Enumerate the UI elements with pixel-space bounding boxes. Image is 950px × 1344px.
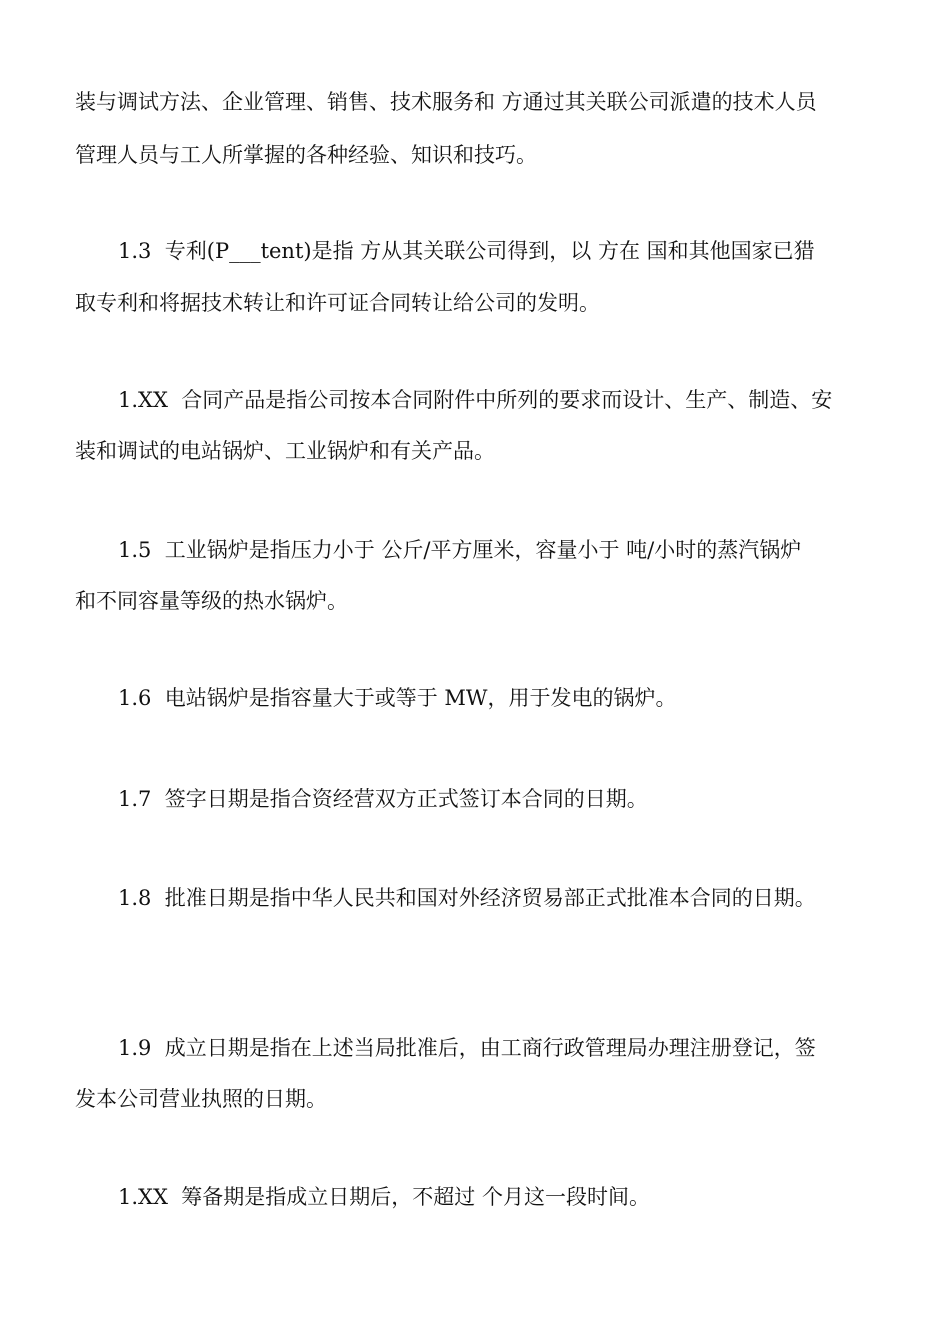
text-line: 1.9 成立日期是指在上述当局批准后，由工商行政管理局办理注册登记，签 <box>118 1036 816 1060</box>
text-line: 装和调试的电站锅炉、工业锅炉和有关产品。 <box>75 439 495 463</box>
text-line: 发本公司营业执照的日期。 <box>75 1087 327 1111</box>
text-line: 1.8 批准日期是指中华人民共和国对外经济贸易部正式批准本合同的日期。 <box>118 886 816 910</box>
text-line: 1.XX 筹备期是指成立日期后，不超过 个月这一段时间。 <box>118 1185 650 1209</box>
text-line: 1.6 电站锅炉是指容量大于或等于 MW，用于发电的锅炉。 <box>118 686 677 710</box>
text-line: 1.3 专利(P___tent)是指 方从其关联公司得到，以 方在 国和其他国家已猎 <box>118 239 815 263</box>
text-line: 装与调试方法、企业管理、销售、技术服务和 方通过其关联公司派遣的技术人员 <box>75 90 817 114</box>
text-line: 1.7 签字日期是指合资经营双方正式签订本合同的日期。 <box>118 787 648 811</box>
text-line: 取专利和将据技术转让和许可证合同转让给公司的发明。 <box>75 291 600 315</box>
text-line: 管理人员与工人所掌握的各种经验、知识和技巧。 <box>75 143 537 167</box>
text-line: 1.5 工业锅炉是指压力小于 公斤/平方厘米，容量小于 吨/小时的蒸汽锅炉 <box>118 538 802 562</box>
text-line: 1.XX 合同产品是指公司按本合同附件中所列的要求而设计、生产、制造、安 <box>118 388 833 412</box>
text-line: 和不同容量等级的热水锅炉。 <box>75 589 348 613</box>
